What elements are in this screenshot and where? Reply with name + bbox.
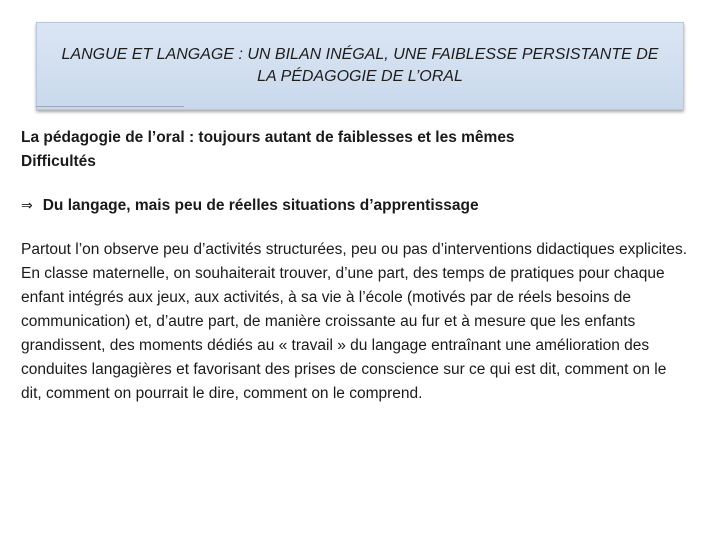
title-underline [36, 106, 184, 107]
slide-content [21, 126, 691, 406]
title-line-2: LA PÉDAGOGIE DE L’ORAL [257, 68, 463, 85]
slide-title [62, 44, 659, 88]
bullet-text: Du langage, mais peu de réelles situations d’apprentissage [42, 197, 479, 214]
implies-arrow-icon: ⇒ [21, 198, 33, 214]
bullet-point [21, 194, 691, 218]
section-heading [21, 126, 691, 174]
title-line-1: LANGUE ET LANGAGE : UN BILAN INÉGAL, UNE FAIBLESSE PERSISTANTE DE [61, 46, 659, 63]
heading-line-1: La pédagogie de l’oral : toujours autant de faiblesses et les mêmes [21, 129, 515, 146]
paragraph-1: Partout l’on observe peu d’activités structurées, peu ou pas d’interventions didactiques explicites. [21, 241, 688, 258]
paragraph-2: En classe maternelle, on souhaiterait trouver, d’une part, des temps de pratiques pour chaque enfant intégrés aux jeux, aux activités, à sa vie à l’école (motivés par de réels besoins de communication) et, d’autre part, de manière croissante au fur et à mesure que les enfants grandissent, des moments dédiés au « travail » du langage entraînant une amélioration des conduites langagières et favorisant des prises de conscience sur ce qui est dit, comment on le dit, comment on pourrait le dire, comment on le comprend. [21, 265, 667, 402]
heading-line-2: Difficultés [21, 153, 96, 170]
title-box [36, 22, 684, 110]
